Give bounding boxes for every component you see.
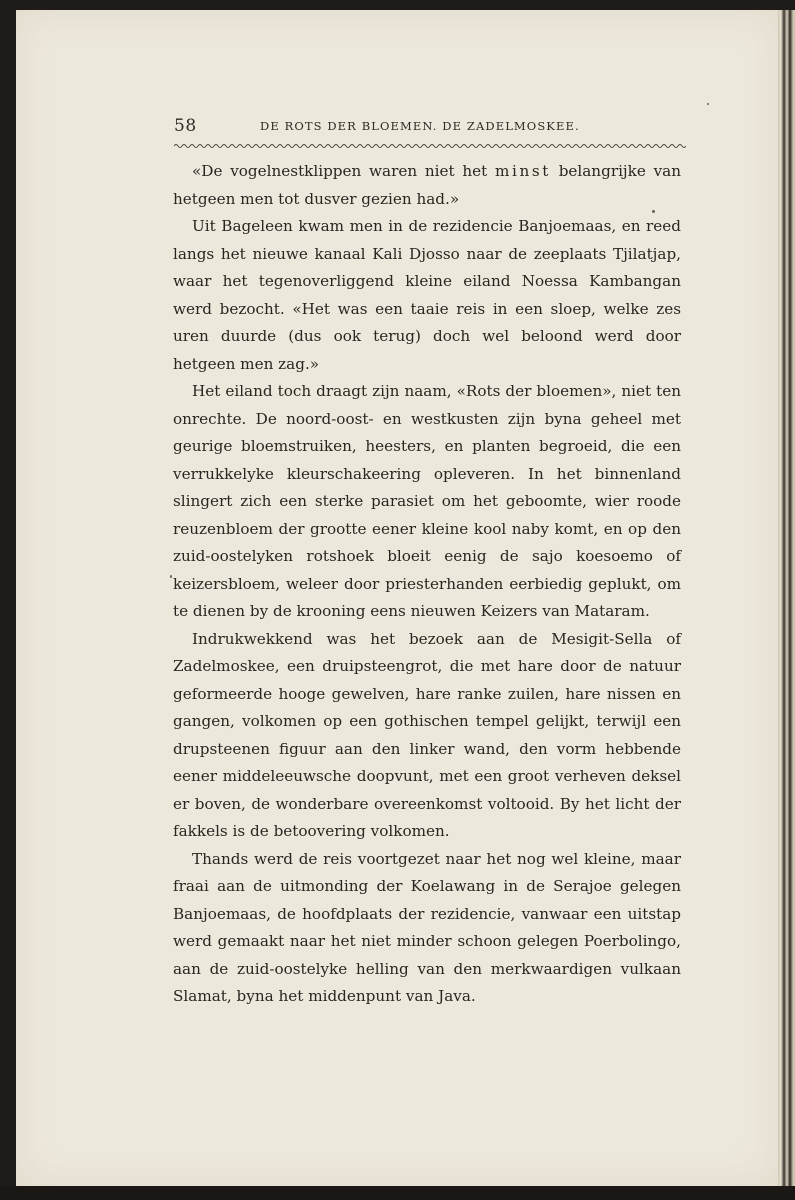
paragraph-text: belangrijke van hetgeen men tot dusver gezien had.» [173, 162, 681, 208]
chapter-header-title: DE ROTS DER BLOEMEN. DE ZADELMOSKEE. [260, 119, 580, 133]
body-text [173, 158, 681, 1011]
emphasized-word: minst [495, 162, 551, 180]
paragraph-rots-der-bloemen: Het eiland toch draagt zijn naam, «Rots der bloemen», niet ten onrechte. De noord-oost- en westkusten zijn byna geheel met geurige bloemstruiken, heesters, en planten begroeid, die een verrukkelyke kleurschakeering opleveren. In het binnenland slingert zich een sterke parasiet om het geboomte, wier roode reuzenbloem der grootte eener kleine kool naby komt, en op den zuid-oostelyken rotshoek bloeit eenig de sajo koesoemo of keizersbloem, weleer door priesterhanden eerbiedig geplukt, om te dienen by de krooning eens nieuwen Keizers van Mataram. [173, 382, 681, 620]
paper-speck [707, 103, 709, 105]
paragraph-zadelmoskee: Indrukwekkend was het bezoek aan de Mesigit-Sella of Zadelmoskee, een druipsteengrot, die met hare door de natuur geformeerde hooge gewelven, hare ranke zuilen, hare nissen en gangen, volkomen op een gothischen tempel gelijkt, terwijl een drupsteenen figuur aan den linker wand, den vorm hebbende eener middeleeuwsche doopvunt, met een groot verheven deksel er boven, de wonderbare overeenkomst voltooid. By het licht der fakkels is de betoovering volkomen. [173, 629, 681, 840]
decorative-wavy-rule [174, 142, 686, 150]
page-number: 58 [174, 116, 197, 136]
paper-speck [170, 575, 172, 578]
paragraph-vogelnestklippen [173, 158, 681, 213]
running-head [174, 116, 684, 138]
paragraph-noessa-kambangan: Uit Bageleen kwam men in de rezidencie Banjoemaas, en reed langs het nieuwe kanaal Kali Djosso naar de zeeplaats Tjilatjap, waar het tegenoverliggend kleine eiland Noessa Kambangan werd bezocht. «Het was een taaie reis in een sloep, welke zes uren duurde (dus ook terug) doch wel beloond werd door hetgeen men zag.» [173, 217, 681, 373]
paper-speck [652, 210, 655, 213]
paragraph-text: «De vogelnestklippen waren niet het [192, 162, 495, 180]
page-edge-stack [778, 10, 795, 1186]
scan-bottom-border [0, 1186, 795, 1200]
paragraph-banjoemaas: Thands werd de reis voortgezet naar het nog wel kleine, maar fraai aan de uitmonding der Koelawang in de Serajoe gelegen Banjoemaas, de hoofdplaats der rezidencie, vanwaar een uitstap werd gemaakt naar het niet minder schoon gelegen Poerbolingo, aan de zuid-oostelyke helling van den merkwaardigen vulkaan Slamat, byna het middenpunt van Java. [173, 849, 681, 1005]
